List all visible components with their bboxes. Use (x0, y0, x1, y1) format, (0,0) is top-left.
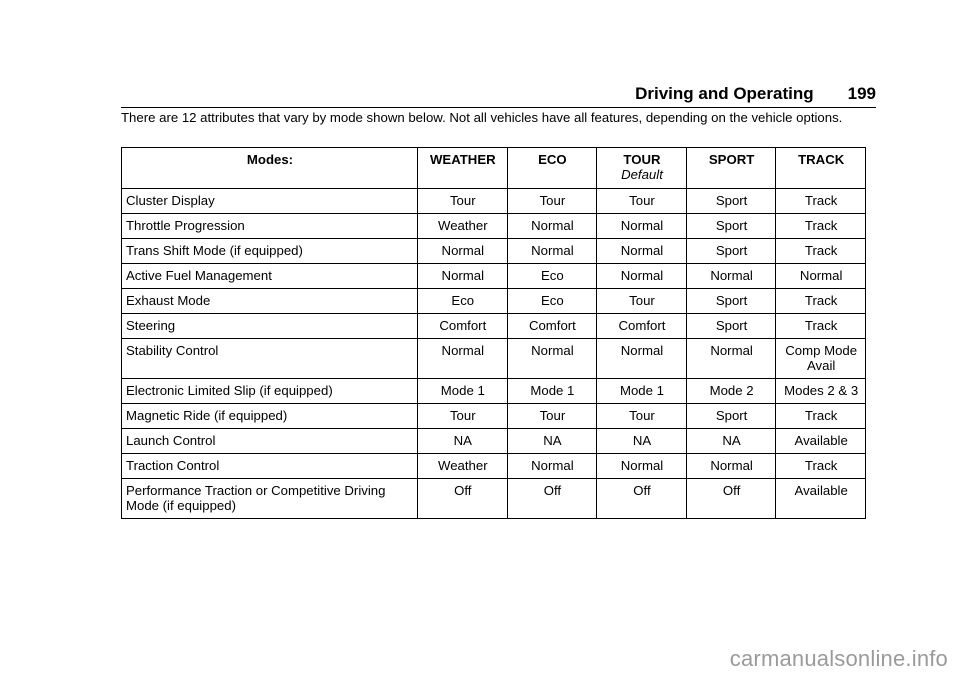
attribute-cell: Stability Control (122, 339, 418, 379)
attribute-cell: Magnetic Ride (if equipped) (122, 404, 418, 429)
attribute-cell: Throttle Progression (122, 214, 418, 239)
mode-value-cell: Tour (507, 404, 597, 429)
table-row (122, 214, 866, 239)
table-row (122, 454, 866, 479)
mode-value-cell: Normal (686, 264, 776, 289)
mode-value-cell: Normal (597, 264, 687, 289)
mode-value-cell: Normal (418, 239, 508, 264)
attribute-cell: Trans Shift Mode (if equipped) (122, 239, 418, 264)
mode-value-cell: Tour (507, 189, 597, 214)
column-header-tour (597, 148, 687, 189)
column-header-modes (122, 148, 418, 189)
column-header-label: TRACK (798, 152, 845, 167)
table-header-row (122, 148, 866, 189)
mode-value-cell: Mode 1 (597, 379, 687, 404)
page-header (121, 84, 876, 108)
mode-value-cell: Modes 2 & 3 (776, 379, 866, 404)
mode-value-cell: Mode 2 (686, 379, 776, 404)
column-header-track (776, 148, 866, 189)
attribute-cell: Launch Control (122, 429, 418, 454)
mode-value-cell: NA (686, 429, 776, 454)
mode-value-cell: Normal (418, 339, 508, 379)
mode-value-cell: Track (776, 454, 866, 479)
attribute-cell: Active Fuel Management (122, 264, 418, 289)
attribute-cell: Cluster Display (122, 189, 418, 214)
mode-value-cell: Normal (597, 339, 687, 379)
table-row (122, 404, 866, 429)
table-row (122, 264, 866, 289)
intro-paragraph: There are 12 attributes that vary by mode shown below. Not all vehicles have all features, depending on the vehicle options. (121, 110, 843, 125)
mode-value-cell: Normal (686, 339, 776, 379)
mode-value-cell: Sport (686, 214, 776, 239)
mode-value-cell: Track (776, 314, 866, 339)
mode-value-cell: Comfort (507, 314, 597, 339)
table-row (122, 379, 866, 404)
section-title: Driving and Operating (635, 84, 814, 103)
mode-value-cell: Eco (418, 289, 508, 314)
mode-value-cell: Tour (597, 289, 687, 314)
mode-value-cell: Eco (507, 289, 597, 314)
page-number: 199 (847, 84, 876, 103)
mode-value-cell: Off (597, 479, 687, 519)
attribute-cell: Traction Control (122, 454, 418, 479)
drive-mode-table (121, 147, 866, 519)
column-header-weather (418, 148, 508, 189)
mode-value-cell: Available (776, 429, 866, 454)
mode-value-cell: NA (507, 429, 597, 454)
table-row (122, 189, 866, 214)
mode-value-cell: Track (776, 239, 866, 264)
mode-value-cell: Track (776, 214, 866, 239)
mode-value-cell: Sport (686, 189, 776, 214)
column-header-eco (507, 148, 597, 189)
mode-value-cell: Sport (686, 289, 776, 314)
mode-value-cell: Normal (507, 339, 597, 379)
mode-value-cell: Normal (686, 454, 776, 479)
column-header-label: SPORT (708, 152, 755, 167)
mode-value-cell: Track (776, 289, 866, 314)
mode-value-cell: Tour (418, 189, 508, 214)
mode-value-cell: Off (507, 479, 597, 519)
mode-value-cell: Normal (418, 264, 508, 289)
column-header-label: Modes: (246, 152, 294, 167)
column-header-label: WEATHER (429, 152, 496, 167)
attribute-cell: Steering (122, 314, 418, 339)
mode-value-cell: Tour (418, 404, 508, 429)
mode-value-cell: Track (776, 189, 866, 214)
mode-value-cell: Normal (507, 454, 597, 479)
table-row (122, 289, 866, 314)
mode-value-cell: Off (686, 479, 776, 519)
mode-value-cell: Off (418, 479, 508, 519)
mode-value-cell: Mode 1 (507, 379, 597, 404)
watermark: carmanualsonline.info (729, 646, 948, 671)
mode-value-cell: Normal (507, 239, 597, 264)
column-header-sublabel: Default (621, 167, 663, 182)
mode-value-cell: Normal (597, 239, 687, 264)
mode-value-cell: Comfort (418, 314, 508, 339)
mode-value-cell: Sport (686, 314, 776, 339)
mode-value-cell: Normal (597, 214, 687, 239)
mode-value-cell: Sport (686, 404, 776, 429)
mode-value-cell: Tour (597, 189, 687, 214)
mode-value-cell: Comp Mode Avail (776, 339, 866, 379)
mode-value-cell: Normal (776, 264, 866, 289)
mode-value-cell: Sport (686, 239, 776, 264)
mode-value-cell: Tour (597, 404, 687, 429)
mode-value-cell: Comfort (597, 314, 687, 339)
table-row (122, 239, 866, 264)
mode-value-cell: Eco (507, 264, 597, 289)
mode-value-cell: Weather (418, 214, 508, 239)
mode-value-cell: Track (776, 404, 866, 429)
table-row (122, 314, 866, 339)
mode-value-cell: NA (418, 429, 508, 454)
column-header-label: ECO (538, 152, 567, 167)
table-row (122, 339, 866, 379)
mode-value-cell: Mode 1 (418, 379, 508, 404)
column-header-label: TOUR (623, 152, 661, 167)
mode-value-cell: Weather (418, 454, 508, 479)
mode-value-cell: Available (776, 479, 866, 519)
mode-value-cell: NA (597, 429, 687, 454)
mode-value-cell: Normal (597, 454, 687, 479)
attribute-cell: Exhaust Mode (122, 289, 418, 314)
table-row (122, 479, 866, 519)
attribute-cell: Electronic Limited Slip (if equipped) (122, 379, 418, 404)
attribute-cell: Performance Traction or Competitive Driving Mode (if equipped) (122, 479, 418, 519)
column-header-sport (686, 148, 776, 189)
table-body (122, 189, 866, 519)
mode-value-cell: Normal (507, 214, 597, 239)
table-row (122, 429, 866, 454)
